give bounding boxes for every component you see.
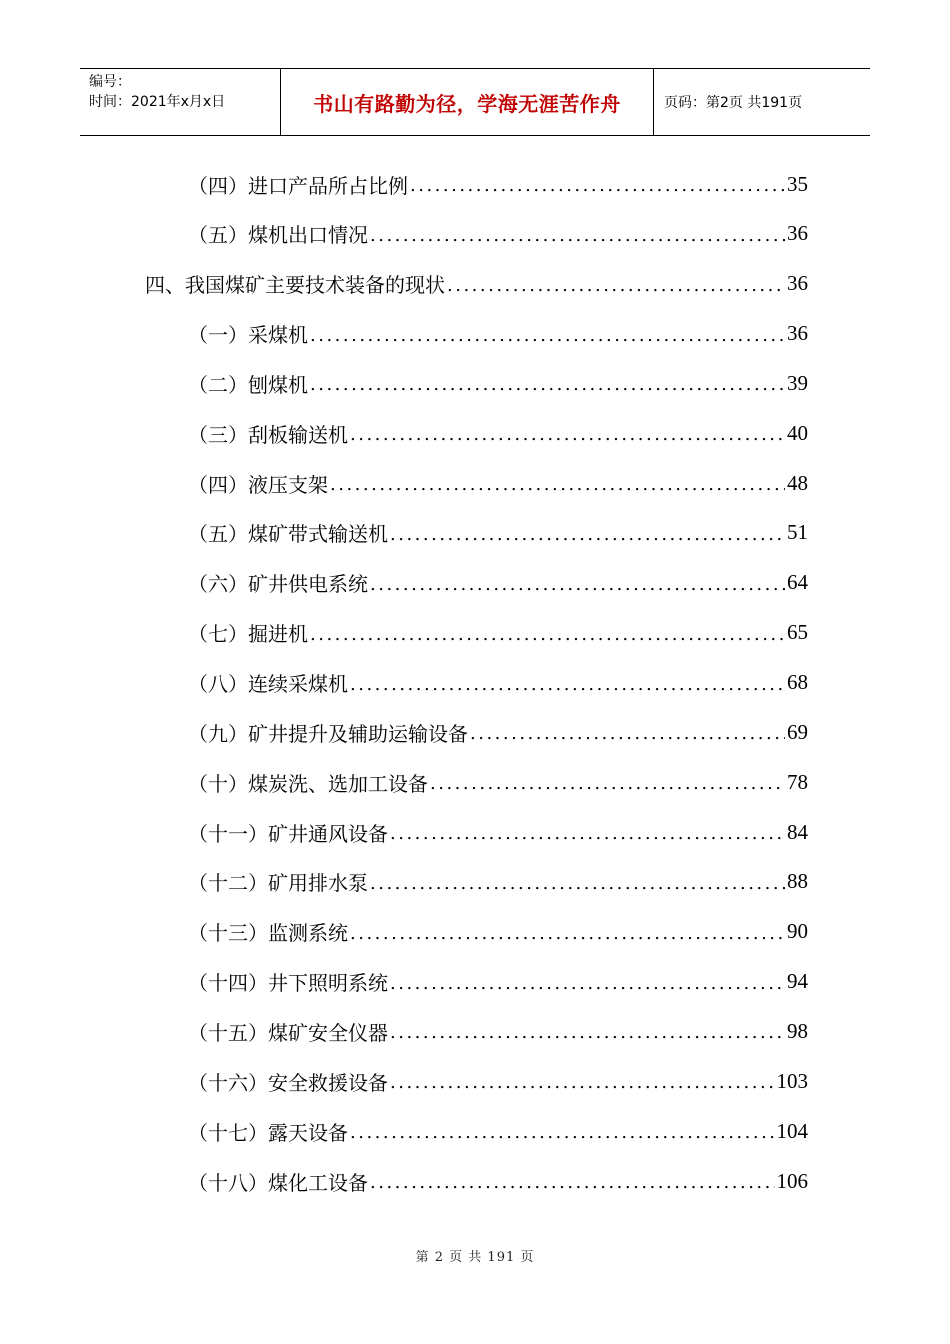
toc-entry-page: 40 [787, 420, 808, 445]
toc-entry[interactable] [188, 708, 808, 756]
toc-entry-title: （五）煤矿带式输送机 [188, 522, 388, 547]
toc-dot-leader [390, 823, 785, 856]
toc-dot-leader [410, 175, 785, 208]
toc-entry-title: （六）矿井供电系统 [188, 572, 368, 597]
toc-entry-page: 65 [787, 620, 808, 645]
toc-entry-title: （十三）监测系统 [188, 921, 348, 946]
toc-entry-page: 94 [787, 969, 808, 994]
toc-entry-page: 35 [787, 171, 808, 196]
document-number-label: 编号： [89, 74, 131, 90]
toc-entry-page: 39 [787, 370, 808, 395]
toc-entry-page: 78 [787, 769, 808, 794]
toc-dot-leader [310, 325, 785, 358]
toc-entry-page: 84 [787, 819, 808, 844]
toc-dot-leader [330, 474, 785, 507]
toc-entry-title: （十五）煤矿安全仪器 [188, 1020, 388, 1045]
toc-entry-title: （七）掘进机 [188, 622, 308, 647]
toc-entry-title: （一）采煤机 [188, 323, 308, 348]
toc-entry[interactable] [188, 609, 808, 657]
toc-entry-page: 98 [787, 1018, 808, 1043]
toc-dot-leader [370, 225, 785, 258]
toc-entry-title: （十六）安全救援设备 [188, 1070, 388, 1095]
toc-entry[interactable] [188, 1107, 808, 1155]
toc-entry-title: （十七）露天设备 [188, 1120, 348, 1145]
toc-entry-page: 106 [776, 1168, 808, 1193]
toc-entry-title: （十八）煤化工设备 [188, 1170, 368, 1195]
toc-entry-title: （十一）矿井通风设备 [188, 821, 388, 846]
header-page-cell [654, 69, 870, 135]
toc-entry-page: 36 [787, 271, 808, 296]
header-page-info: 页码：第2页 共191页 [664, 95, 803, 111]
toc-entry-page: 88 [787, 869, 808, 894]
toc-entry-page: 36 [787, 321, 808, 346]
header-motto: 书山有路勤为径，学海无涯苦作舟 [313, 91, 621, 116]
toc-dot-leader [430, 773, 785, 806]
toc-entry[interactable] [188, 160, 808, 208]
page-footer: 第 2 页 共 191 页 [415, 1250, 535, 1265]
toc-entry[interactable] [188, 559, 808, 607]
toc-entry[interactable] [188, 210, 808, 258]
document-time-label: 时间：2021年x月x日 [89, 94, 226, 110]
toc-entry-page: 64 [787, 570, 808, 595]
toc-entry[interactable] [188, 659, 808, 707]
toc-entry[interactable] [188, 310, 808, 358]
toc-entry-title: （二）刨煤机 [188, 372, 308, 397]
toc-dot-leader [390, 1022, 785, 1055]
toc-entry-title: （三）刮板输送机 [188, 422, 348, 447]
toc-entry-page: 90 [787, 919, 808, 944]
toc-dot-leader [350, 1122, 775, 1155]
toc-entry-title: （十四）井下照明系统 [188, 971, 388, 996]
toc-entry[interactable] [188, 908, 808, 956]
toc-entry[interactable] [188, 808, 808, 856]
toc-entry[interactable] [145, 260, 808, 308]
toc-entry-title: （五）煤机出口情况 [188, 223, 368, 248]
toc-dot-leader [390, 524, 785, 557]
header-meta-cell [80, 69, 281, 135]
toc-entry[interactable] [188, 359, 808, 407]
toc-dot-leader [310, 624, 785, 657]
toc-dot-leader [370, 1172, 775, 1205]
toc-entry-title: （十）煤炭洗、选加工设备 [188, 771, 428, 796]
toc-entry-title: （八）连续采煤机 [188, 672, 348, 696]
toc-entry-title: 四、我国煤矿主要技术装备的现状 [145, 273, 445, 298]
toc-entry[interactable] [188, 409, 808, 457]
toc-entry-page: 51 [787, 520, 808, 545]
header-motto-cell [281, 69, 654, 135]
toc-entry[interactable] [188, 758, 808, 806]
toc-entry-title: （九）矿井提升及辅助运输设备 [188, 721, 468, 746]
toc-entry-page: 36 [787, 221, 808, 246]
toc-dot-leader [390, 1072, 775, 1105]
toc-dot-leader [447, 275, 785, 308]
toc-entry[interactable] [188, 958, 808, 1006]
toc-entry-title: （四）进口产品所占比例 [188, 173, 408, 198]
toc-entry-page: 48 [787, 470, 808, 495]
toc-entry[interactable] [188, 459, 808, 507]
toc-dot-leader [370, 574, 785, 607]
toc-entry-title: （十二）矿用排水泵 [188, 871, 368, 896]
toc-entry[interactable] [188, 1057, 808, 1105]
toc-entry[interactable] [188, 509, 808, 557]
toc-entry-title: （四）液压支架 [188, 472, 328, 497]
toc-entry[interactable] [188, 1157, 808, 1205]
toc-entry[interactable] [188, 858, 808, 906]
toc-entry-page: 68 [787, 670, 808, 694]
toc-dot-leader [350, 674, 785, 707]
toc-dot-leader [370, 873, 785, 906]
toc-entry-page: 69 [787, 719, 808, 744]
toc-dot-leader [470, 723, 785, 756]
toc-dot-leader [350, 424, 785, 457]
toc-entry-page: 103 [776, 1068, 808, 1093]
page-header [80, 68, 870, 136]
toc-dot-leader [310, 374, 785, 407]
toc-entry-page: 104 [776, 1118, 808, 1143]
toc-dot-leader [350, 923, 785, 956]
toc-entry[interactable] [188, 1007, 808, 1055]
toc-dot-leader [390, 973, 785, 1006]
